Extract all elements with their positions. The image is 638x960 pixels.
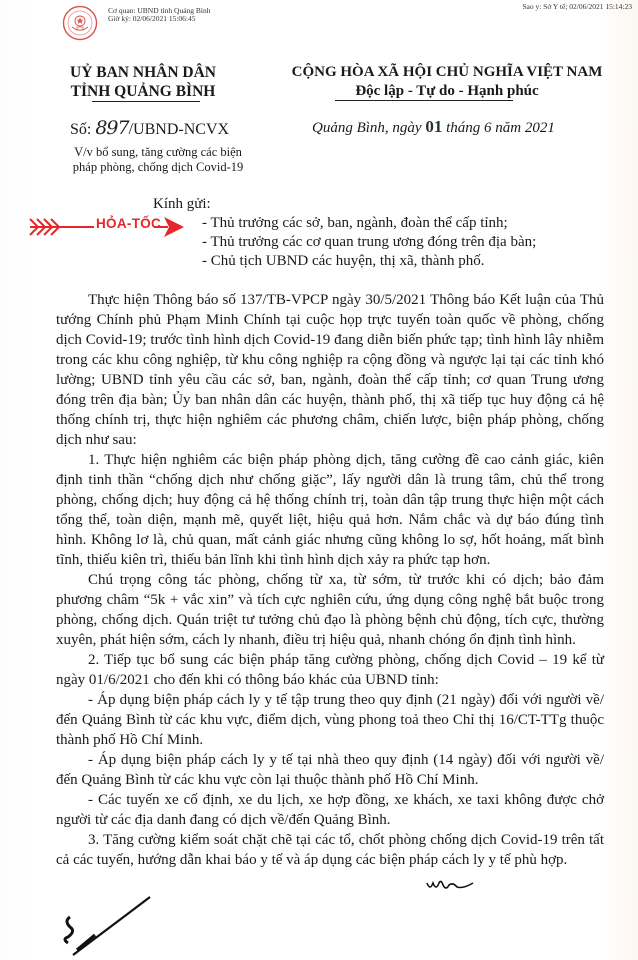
subject-line-2: pháp phòng, chống dịch Covid-19 <box>72 160 244 174</box>
salutation: Kính gửi: <box>153 196 211 212</box>
recipient-list <box>202 214 536 271</box>
copy-certification: Sao y: Sở Y tế; 02/06/2021 15:14:23 <box>522 2 632 11</box>
national-motto: Độc lập - Tự do - Hạnh phúc <box>355 83 539 99</box>
initials-mark-icon <box>425 877 475 893</box>
document-body <box>56 290 604 870</box>
issuing-organization <box>58 63 228 101</box>
document-subject <box>58 145 258 175</box>
subject-line-1: V/v bổ sung, tăng cường các biện <box>74 145 242 159</box>
doc-no-suffix: /UBND-NCVX <box>128 121 230 138</box>
place-suffix: tháng 6 năm 2021 <box>446 120 555 136</box>
org-divider <box>92 101 200 102</box>
body-paragraph-3: 3. Tăng cường kiểm soát chặt chẽ tại các tổ, chốt phòng chống dịch Covid-19 trên tất cả các tuyến, hướng dẫn khai báo y tế và áp dụng các biện pháp cách ly y tế phù hợp. <box>56 832 604 868</box>
day-handwritten: 01 <box>425 117 443 136</box>
body-paragraph-2: 2. Tiếp tục bổ sung các biện pháp tăng cường phòng, chống dịch Covid – 19 kể từ ngày 01/6/2021 cho đến khi có thông báo khác của UBND tỉnh: <box>56 652 604 688</box>
org-line-2: TỈNH QUẢNG BÌNH <box>70 83 216 100</box>
place-and-date <box>312 117 555 137</box>
national-title <box>262 63 632 101</box>
arrow-fletching-icon <box>26 214 96 240</box>
motto-divider <box>335 100 513 101</box>
nation-name: CỘNG HÒA XÃ HỘI CHỦ NGHĨA VIỆT NAM <box>291 64 603 80</box>
doc-no-label: Số: <box>70 121 92 138</box>
body-paragraph-1b: Chú trọng công tác phòng, chống từ xa, từ sớm, từ trước khi có dịch; bảo đảm phương châm “5k + vắc xin” và tích cực nghiên cứu, ứng dụng công nghệ bắt buộc trong phòng, chống dịch. Quán triệt tư tưởng chủ đạo là phòng bệnh chủ động, tích cực, thường xuyên, phát hiện sớm, cách ly nhanh, điều trị hiệu quả, nhanh chóng ổn định tình hình. <box>56 572 604 648</box>
state-seal-icon <box>62 5 98 41</box>
signature-mark-icon <box>55 895 155 960</box>
org-line-1: UỶ BAN NHÂN DÂN <box>70 64 216 81</box>
body-paragraph-2c: - Các tuyến xe cố định, xe du lịch, xe hợp đồng, xe khách, xe taxi không được chở người từ các địa danh đang có dịch về/đến Quảng Bình. <box>56 792 604 828</box>
body-paragraph-intro: Thực hiện Thông báo số 137/TB-VPCP ngày 30/5/2021 Thông báo Kết luận của Thủ tướng Chính phủ Phạm Minh Chính tại cuộc họp trực tuyến toàn quốc về phòng, chống dịch Covid-19; trước tình hình dịch Covid-19 đang diễn biến phức tạp; tình hình lây nhiễm trong các khu công nghiệp, từ khu công nghiệp ra cộng đồng và ngược lại tại các tỉnh khó lường; UBND tỉnh yêu cầu các sở, ban, ngành, đoàn thể cấp tỉnh; cơ quan Trung ương đóng trên địa bàn; Ủy ban nhân dân các huyện, thành phố, thị xã tiếp tục huy động cả hệ thống chính trị, thực hiện nghiêm các phương châm, chiến lược, biện pháp phòng, chống dịch như sau: <box>56 292 604 448</box>
signing-agency: Cơ quan: UBND tỉnh Quảng Bình <box>108 6 211 15</box>
recipient-item: - Chủ tịch UBND các huyện, thị xã, thành phố. <box>202 253 485 269</box>
urgent-label: HỎA-TỐC <box>96 216 162 231</box>
recipient-item: - Thủ trưởng các cơ quan trung ương đóng trên địa bàn; <box>202 234 537 250</box>
body-paragraph-2b: - Áp dụng biện pháp cách ly y tế tại nhà theo quy định (14 ngày) đối với người về/đến Quảng Bình từ các khu vực còn lại thuộc thành phố Hồ Chí Minh. <box>56 752 604 788</box>
digital-signature-info <box>108 7 211 23</box>
recipient-item: - Thủ trưởng các sở, ban, ngành, đoàn thể cấp tỉnh; <box>202 215 508 231</box>
arrow-head-icon <box>154 214 186 240</box>
doc-no-handwritten: 897 <box>95 117 129 139</box>
urgent-stamp <box>26 214 176 240</box>
signing-time: Giờ ký: 02/06/2021 15:06:45 <box>108 14 196 23</box>
body-paragraph-1: 1. Thực hiện nghiêm các biện pháp phòng dịch, tăng cường đề cao cảnh giác, kiên định tinh thần “chống dịch như chống giặc”, lấy người dân là trung tâm, chủ thể trong phòng, chống dịch; huy động cả hệ thống chính trị, toàn dân tập trung thực hiện một cách tổng thể, toàn diện, mạnh mẽ, quyết liệt, hiệu quả hơn. Nắm chắc và dự báo đúng tình hình. Không lơ là, chủ quan, mất cảnh giác nhưng cũng không lo sợ, hốt hoảng, mất bình tĩnh, thiếu kiên trì, thiếu bản lĩnh khi tình hình dịch xảy ra phức tạp hơn. <box>56 452 604 568</box>
document-number <box>70 117 229 139</box>
body-paragraph-2a: - Áp dụng biện pháp cách ly y tế tập trung theo quy định (21 ngày) đối với người về/đến Quảng Bình từ các khu vực, điểm dịch, vùng phong toả theo Chỉ thị 16/CT-TTg thuộc thành phố Hồ Chí Minh. <box>56 692 604 748</box>
place-prefix: Quảng Bình, ngày <box>312 120 422 136</box>
